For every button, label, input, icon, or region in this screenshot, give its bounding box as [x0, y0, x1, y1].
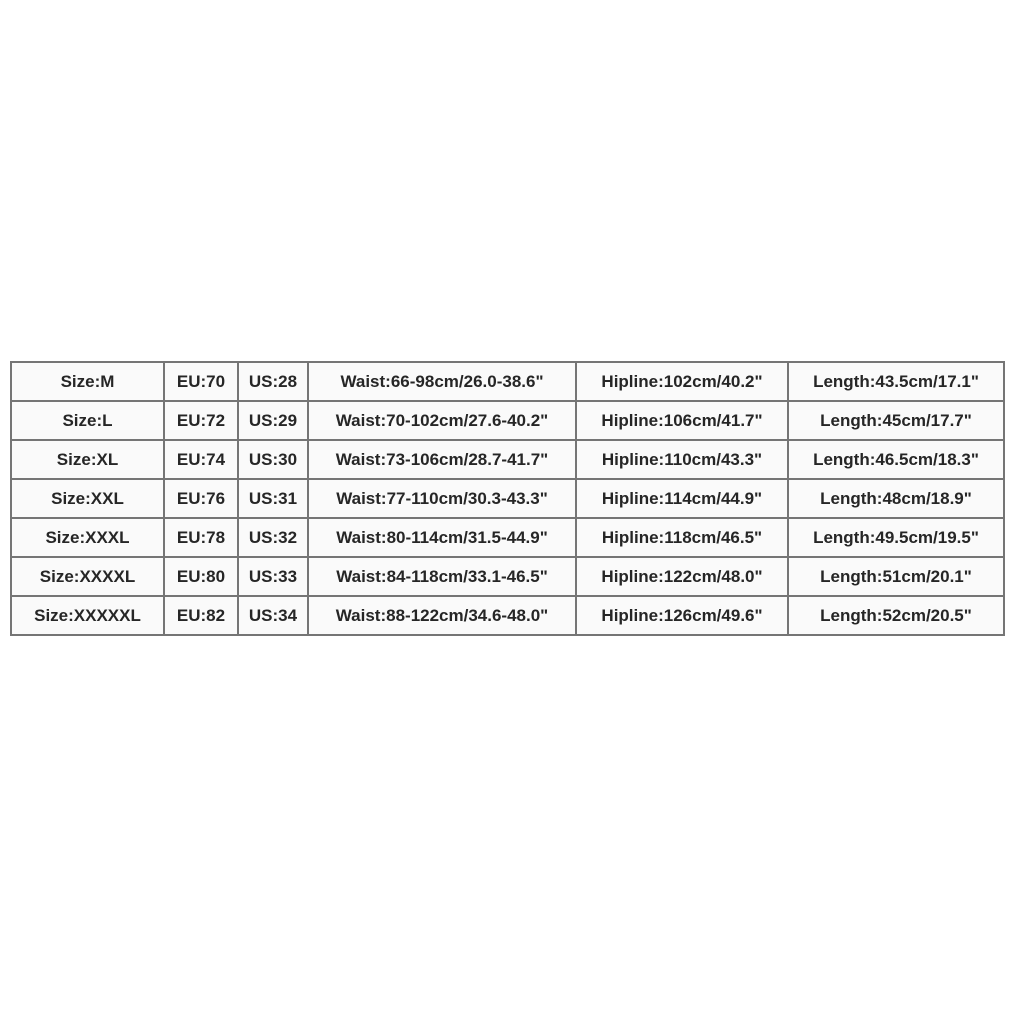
eu-cell: EU:72	[164, 401, 238, 440]
length-cell: Length:45cm/17.7"	[788, 401, 1004, 440]
hipline-cell: Hipline:102cm/40.2"	[576, 362, 788, 401]
waist-cell: Waist:70-102cm/27.6-40.2"	[308, 401, 576, 440]
eu-cell: EU:70	[164, 362, 238, 401]
length-cell: Length:48cm/18.9"	[788, 479, 1004, 518]
us-cell: US:33	[238, 557, 308, 596]
size-chart-body	[11, 362, 1004, 635]
length-cell: Length:43.5cm/17.1"	[788, 362, 1004, 401]
us-cell: US:34	[238, 596, 308, 635]
waist-cell: Waist:73-106cm/28.7-41.7"	[308, 440, 576, 479]
eu-cell: EU:74	[164, 440, 238, 479]
us-cell: US:31	[238, 479, 308, 518]
size-cell: Size:XXXXXL	[11, 596, 164, 635]
eu-cell: EU:76	[164, 479, 238, 518]
waist-cell: Waist:77-110cm/30.3-43.3"	[308, 479, 576, 518]
us-cell: US:28	[238, 362, 308, 401]
length-cell: Length:46.5cm/18.3"	[788, 440, 1004, 479]
table-row	[11, 518, 1004, 557]
table-row	[11, 557, 1004, 596]
waist-cell: Waist:66-98cm/26.0-38.6"	[308, 362, 576, 401]
size-cell: Size:XXXXL	[11, 557, 164, 596]
hipline-cell: Hipline:106cm/41.7"	[576, 401, 788, 440]
eu-cell: EU:80	[164, 557, 238, 596]
hipline-cell: Hipline:126cm/49.6"	[576, 596, 788, 635]
waist-cell: Waist:88-122cm/34.6-48.0"	[308, 596, 576, 635]
eu-cell: EU:78	[164, 518, 238, 557]
eu-cell: EU:82	[164, 596, 238, 635]
size-cell: Size:XXXL	[11, 518, 164, 557]
waist-cell: Waist:84-118cm/33.1-46.5"	[308, 557, 576, 596]
us-cell: US:29	[238, 401, 308, 440]
us-cell: US:32	[238, 518, 308, 557]
hipline-cell: Hipline:118cm/46.5"	[576, 518, 788, 557]
us-cell: US:30	[238, 440, 308, 479]
length-cell: Length:52cm/20.5"	[788, 596, 1004, 635]
size-cell: Size:L	[11, 401, 164, 440]
table-row	[11, 440, 1004, 479]
table-row	[11, 596, 1004, 635]
length-cell: Length:49.5cm/19.5"	[788, 518, 1004, 557]
size-cell: Size:M	[11, 362, 164, 401]
table-row	[11, 401, 1004, 440]
length-cell: Length:51cm/20.1"	[788, 557, 1004, 596]
waist-cell: Waist:80-114cm/31.5-44.9"	[308, 518, 576, 557]
hipline-cell: Hipline:114cm/44.9"	[576, 479, 788, 518]
size-cell: Size:XXL	[11, 479, 164, 518]
size-cell: Size:XL	[11, 440, 164, 479]
table-row	[11, 362, 1004, 401]
hipline-cell: Hipline:122cm/48.0"	[576, 557, 788, 596]
table-row	[11, 479, 1004, 518]
hipline-cell: Hipline:110cm/43.3"	[576, 440, 788, 479]
size-chart-table	[10, 361, 1005, 636]
